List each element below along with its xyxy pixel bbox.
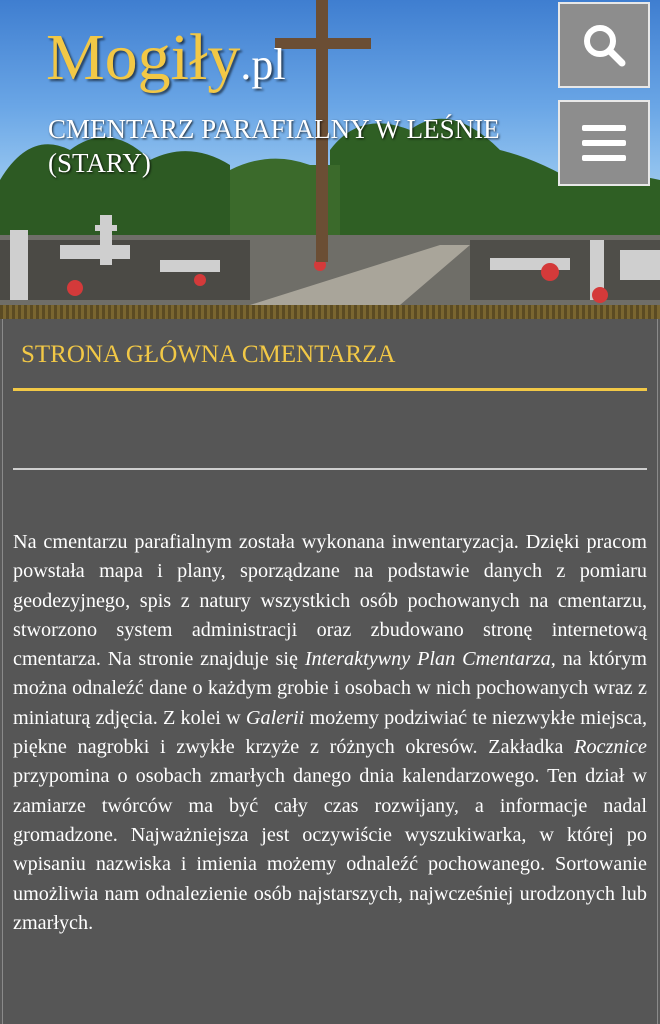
title-divider bbox=[13, 388, 647, 391]
anniversaries-text: Rocznice bbox=[574, 736, 647, 759]
paragraph-text-3: możemy podziwiać te niezwykłe miejsca, piękne nagrobki i zwykłe krzyże z różnych okresów. Zakładka bbox=[13, 706, 647, 759]
search-button[interactable] bbox=[558, 2, 650, 88]
site-logo[interactable] bbox=[46, 22, 286, 101]
paragraph-text-2: , na którym można odnaleźć dane o każdym grobie i osobach w nich pochowanych wraz z miniaturą zdjęcia. Z kolei w bbox=[13, 648, 647, 729]
paragraph-text-4: przypomina o osobach zmarłych danego dnia kalendarzowego. Ten dział w zamiarze twórców ma być cały czas rozwijany, a informacje nadal gromadzone. Najważniejsza jest oczywiście wyszukiwarka, w której po wpisaniu nazwiska i imienia możemy odnaleźć pochowanego. Sortowanie umożliwia nam odnalezienie osób najstarszych, najwcześniej urodzonych lub zmarłych. bbox=[13, 765, 647, 934]
content-panel bbox=[2, 319, 658, 1024]
menu-button[interactable] bbox=[558, 100, 650, 186]
cemetery-name: CMENTARZ PARAFIALNY W LEŚNIE (STARY) bbox=[48, 114, 500, 178]
section-divider bbox=[13, 468, 647, 470]
interactive-plan-text: Interaktywny Plan Cmentarza bbox=[304, 648, 551, 671]
decorative-stripe bbox=[0, 305, 660, 319]
search-icon bbox=[581, 22, 627, 68]
hamburger-icon bbox=[582, 125, 626, 161]
paragraph-text-1: Na cmentarzu parafialnym została wykonana inwentaryzacja. Dzięki pracom powstała mapa i plany, sporządzane na podstawie danych z pomiaru geodezyjnego, spis z natury wszystkich osób pochowanych na cmentarzu, stworzono system administracji oraz zbudowano stronę internetową cmentarza. Na stronie znajduje się bbox=[13, 531, 647, 671]
page-title: STRONA GŁÓWNA CMENTARZA bbox=[21, 341, 396, 368]
header-banner bbox=[0, 0, 660, 305]
gallery-text: Galerii bbox=[245, 706, 305, 729]
intro-paragraph bbox=[13, 528, 647, 938]
logo-text: Mogiły bbox=[46, 21, 241, 94]
logo-suffix: .pl bbox=[240, 40, 286, 89]
